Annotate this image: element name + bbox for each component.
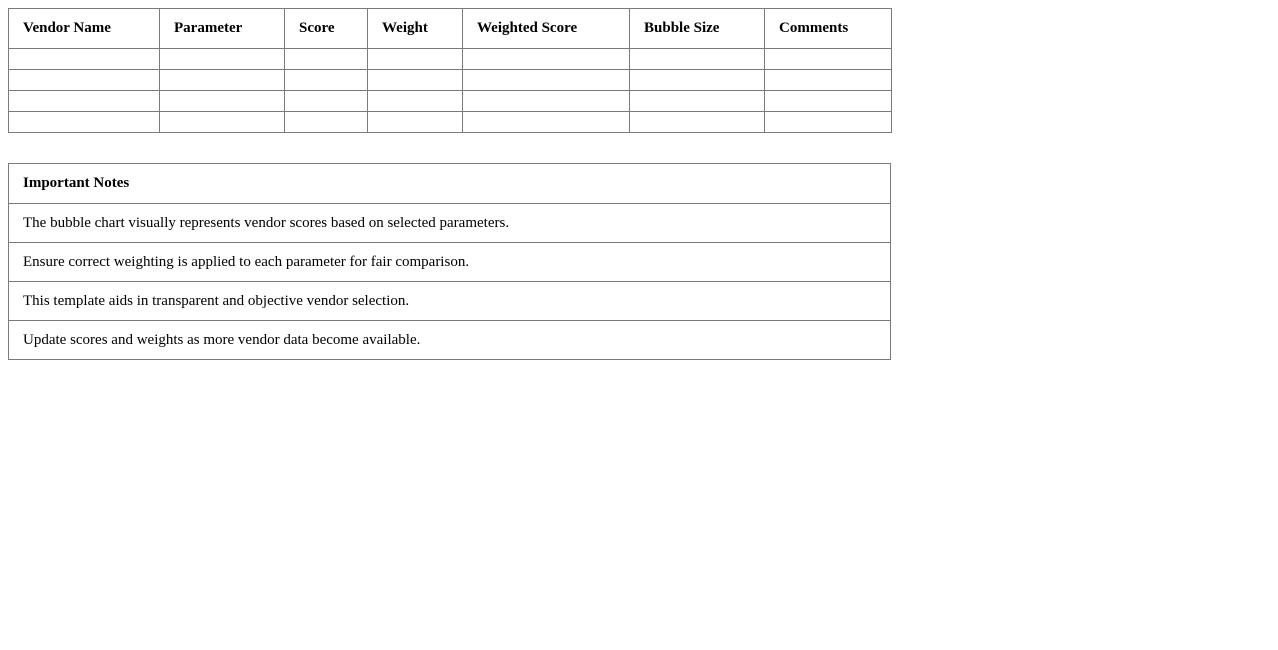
- table-cell[interactable]: [630, 49, 765, 70]
- list-item: [9, 282, 891, 321]
- table-cell[interactable]: [368, 49, 463, 70]
- vendor-score-table: [8, 8, 892, 133]
- col-header-weight: Weight: [368, 9, 463, 49]
- table-cell[interactable]: [9, 91, 160, 112]
- notes-title: Important Notes: [9, 164, 891, 204]
- table-cell[interactable]: [765, 112, 892, 133]
- table-cell[interactable]: [368, 112, 463, 133]
- table-cell[interactable]: [368, 70, 463, 91]
- table-cell[interactable]: [630, 91, 765, 112]
- col-header-comments: Comments: [765, 9, 892, 49]
- note-text: Update scores and weights as more vendor data become available.: [9, 321, 891, 360]
- col-header-score: Score: [285, 9, 368, 49]
- table-cell[interactable]: [9, 112, 160, 133]
- col-header-bubble-size: Bubble Size: [630, 9, 765, 49]
- col-header-vendor-name: Vendor Name: [9, 9, 160, 49]
- table-cell[interactable]: [9, 70, 160, 91]
- table-row: [9, 70, 892, 91]
- table-cell[interactable]: [463, 49, 630, 70]
- table-cell[interactable]: [463, 70, 630, 91]
- table-cell[interactable]: [765, 91, 892, 112]
- table-cell[interactable]: [285, 70, 368, 91]
- list-item: [9, 204, 891, 243]
- table-cell[interactable]: [765, 49, 892, 70]
- table-row: [9, 91, 892, 112]
- table-cell[interactable]: [160, 70, 285, 91]
- col-header-weighted-score: Weighted Score: [463, 9, 630, 49]
- table-cell[interactable]: [160, 91, 285, 112]
- table-cell[interactable]: [9, 49, 160, 70]
- table-cell[interactable]: [630, 112, 765, 133]
- note-text: The bubble chart visually represents vendor scores based on selected parameters.: [9, 204, 891, 243]
- table-cell[interactable]: [765, 70, 892, 91]
- header-row: [9, 9, 892, 49]
- table-cell[interactable]: [160, 112, 285, 133]
- notes-header-row: [9, 164, 891, 204]
- note-text: Ensure correct weighting is applied to each parameter for fair comparison.: [9, 243, 891, 282]
- table-cell[interactable]: [285, 91, 368, 112]
- table-row: [9, 49, 892, 70]
- table-cell[interactable]: [463, 91, 630, 112]
- table-cell[interactable]: [160, 49, 285, 70]
- document-body: [8, 8, 891, 360]
- table-cell[interactable]: [368, 91, 463, 112]
- col-header-parameter: Parameter: [160, 9, 285, 49]
- table-cell[interactable]: [463, 112, 630, 133]
- important-notes-table: [8, 163, 891, 360]
- table-cell[interactable]: [630, 70, 765, 91]
- note-text: This template aids in transparent and objective vendor selection.: [9, 282, 891, 321]
- list-item: [9, 321, 891, 360]
- table-row: [9, 112, 892, 133]
- table-cell[interactable]: [285, 49, 368, 70]
- list-item: [9, 243, 891, 282]
- table-cell[interactable]: [285, 112, 368, 133]
